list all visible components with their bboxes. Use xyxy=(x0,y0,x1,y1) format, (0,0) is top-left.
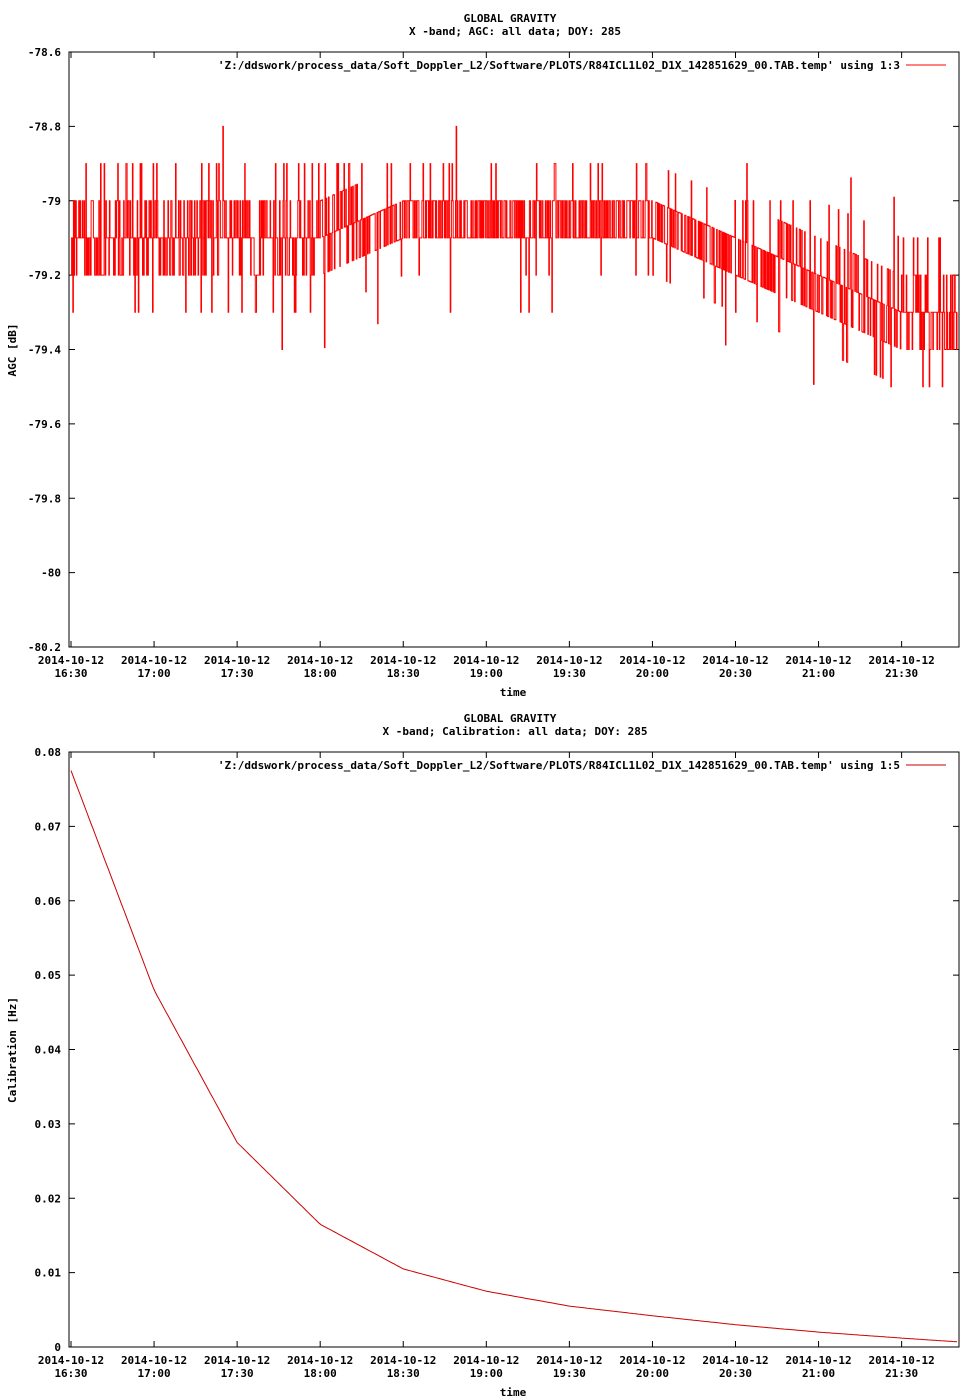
agc-y-tick-label: -80.2 xyxy=(27,641,61,654)
agc-x-tick-time: 16:30 xyxy=(54,667,88,680)
calibration-x-tick-time: 21:30 xyxy=(885,1367,919,1380)
calibration-y-axis-label: Calibration [Hz] xyxy=(6,997,19,1103)
calibration-x-tick-time: 19:00 xyxy=(469,1367,503,1380)
agc-x-tick-date: 2014-10-12 xyxy=(702,654,769,667)
agc-legend-label: 'Z:/ddswork/process_data/Soft_Doppler_L2/Software/PLOTS/R84ICL1L02_D1X_142851629_00.TAB.temp' using 1:3 xyxy=(217,59,900,72)
calibration-x-axis-label: time xyxy=(499,1386,527,1399)
calibration-x-tick-time: 19:30 xyxy=(552,1367,586,1380)
calibration-y-tick-label: 0.03 xyxy=(34,1117,61,1131)
calibration-x-tick-time: 20:00 xyxy=(635,1367,669,1380)
calibration-y-tick-label: 0.04 xyxy=(34,1043,61,1057)
agc-y-tick-label: -78.8 xyxy=(27,120,61,134)
agc-y-tick-label: -79 xyxy=(41,194,61,208)
agc-x-tick-date: 2014-10-12 xyxy=(868,654,935,667)
agc-x-tick-time: 21:00 xyxy=(802,667,836,680)
agc-x-tick-date: 2014-10-12 xyxy=(287,654,354,667)
calibration-x-tick-time: 18:00 xyxy=(303,1367,337,1380)
agc-x-axis-label: time xyxy=(499,686,527,699)
calibration-title: GLOBAL GRAVITY xyxy=(463,712,557,725)
calibration-x-tick-time: 17:00 xyxy=(137,1367,171,1380)
agc-y-tick-label: -79.8 xyxy=(27,492,61,506)
agc-y-tick-label: -79.2 xyxy=(27,269,61,283)
calibration-x-tick-time: 20:30 xyxy=(718,1367,753,1380)
agc-subtitle: X -band; AGC: all data; DOY: 285 xyxy=(409,25,621,38)
calibration-y-tick-label: 0.06 xyxy=(34,894,61,908)
calibration-legend-label: 'Z:/ddswork/process_data/Soft_Doppler_L2/Software/PLOTS/R84ICL1L02_D1X_142851629_00.TAB.temp' using 1:5 xyxy=(217,759,900,772)
calibration-y-tick-label: 0 xyxy=(54,1341,61,1354)
calibration-x-tick-date: 2014-10-12 xyxy=(37,1354,105,1367)
calibration-x-tick-date: 2014-10-12 xyxy=(204,1354,271,1367)
agc-x-tick-date: 2014-10-12 xyxy=(204,654,271,667)
agc-x-tick-time: 17:00 xyxy=(137,667,171,680)
agc-x-tick-time: 20:30 xyxy=(718,667,753,680)
calibration-x-tick-time: 21:00 xyxy=(802,1367,836,1380)
agc-x-tick-time: 17:30 xyxy=(220,667,254,680)
calibration-y-tick-label: 0.08 xyxy=(34,746,61,759)
agc-y-tick-label: -80 xyxy=(41,566,61,580)
agc-x-tick-time: 19:30 xyxy=(552,667,586,680)
agc-x-tick-time: 19:00 xyxy=(469,667,503,680)
calibration-x-tick-date: 2014-10-12 xyxy=(536,1354,603,1367)
calibration-x-tick-time: 16:30 xyxy=(54,1367,88,1380)
agc-x-tick-time: 20:00 xyxy=(635,667,669,680)
calibration-y-tick-label: 0.02 xyxy=(34,1192,61,1206)
agc-x-tick-date: 2014-10-12 xyxy=(785,654,852,667)
agc-x-tick-time: 18:00 xyxy=(303,667,337,680)
agc-x-tick-date: 2014-10-12 xyxy=(120,654,188,667)
agc-x-tick-time: 18:30 xyxy=(386,667,420,680)
calibration-x-tick-date: 2014-10-12 xyxy=(868,1354,935,1367)
agc-x-tick-date: 2014-10-12 xyxy=(37,654,105,667)
agc-x-tick-date: 2014-10-12 xyxy=(453,654,520,667)
calibration-x-tick-time: 18:30 xyxy=(386,1367,420,1380)
agc-x-tick-time: 21:30 xyxy=(885,667,919,680)
calibration-x-tick-date: 2014-10-12 xyxy=(370,1354,437,1367)
calibration-x-tick-date: 2014-10-12 xyxy=(702,1354,769,1367)
agc-x-tick-date: 2014-10-12 xyxy=(370,654,437,667)
agc-y-tick-label: -78.6 xyxy=(27,46,61,59)
calibration-x-tick-date: 2014-10-12 xyxy=(619,1354,686,1367)
calibration-subtitle: X -band; Calibration: all data; DOY: 285 xyxy=(382,725,648,738)
agc-y-tick-label: -79.6 xyxy=(27,417,61,431)
calibration-x-tick-date: 2014-10-12 xyxy=(120,1354,188,1367)
agc-y-axis-label: AGC [dB] xyxy=(6,323,19,377)
calibration-x-tick-date: 2014-10-12 xyxy=(287,1354,354,1367)
agc-x-tick-date: 2014-10-12 xyxy=(619,654,686,667)
agc-x-tick-date: 2014-10-12 xyxy=(536,654,603,667)
calibration-x-tick-date: 2014-10-12 xyxy=(453,1354,520,1367)
calibration-y-tick-label: 0.05 xyxy=(34,969,61,983)
calibration-y-tick-label: 0.07 xyxy=(34,820,61,834)
calibration-x-tick-time: 17:30 xyxy=(220,1367,254,1380)
agc-y-tick-label: -79.4 xyxy=(27,343,61,357)
agc-title: GLOBAL GRAVITY xyxy=(463,12,557,25)
calibration-x-tick-date: 2014-10-12 xyxy=(785,1354,852,1367)
calibration-y-tick-label: 0.01 xyxy=(34,1266,61,1280)
